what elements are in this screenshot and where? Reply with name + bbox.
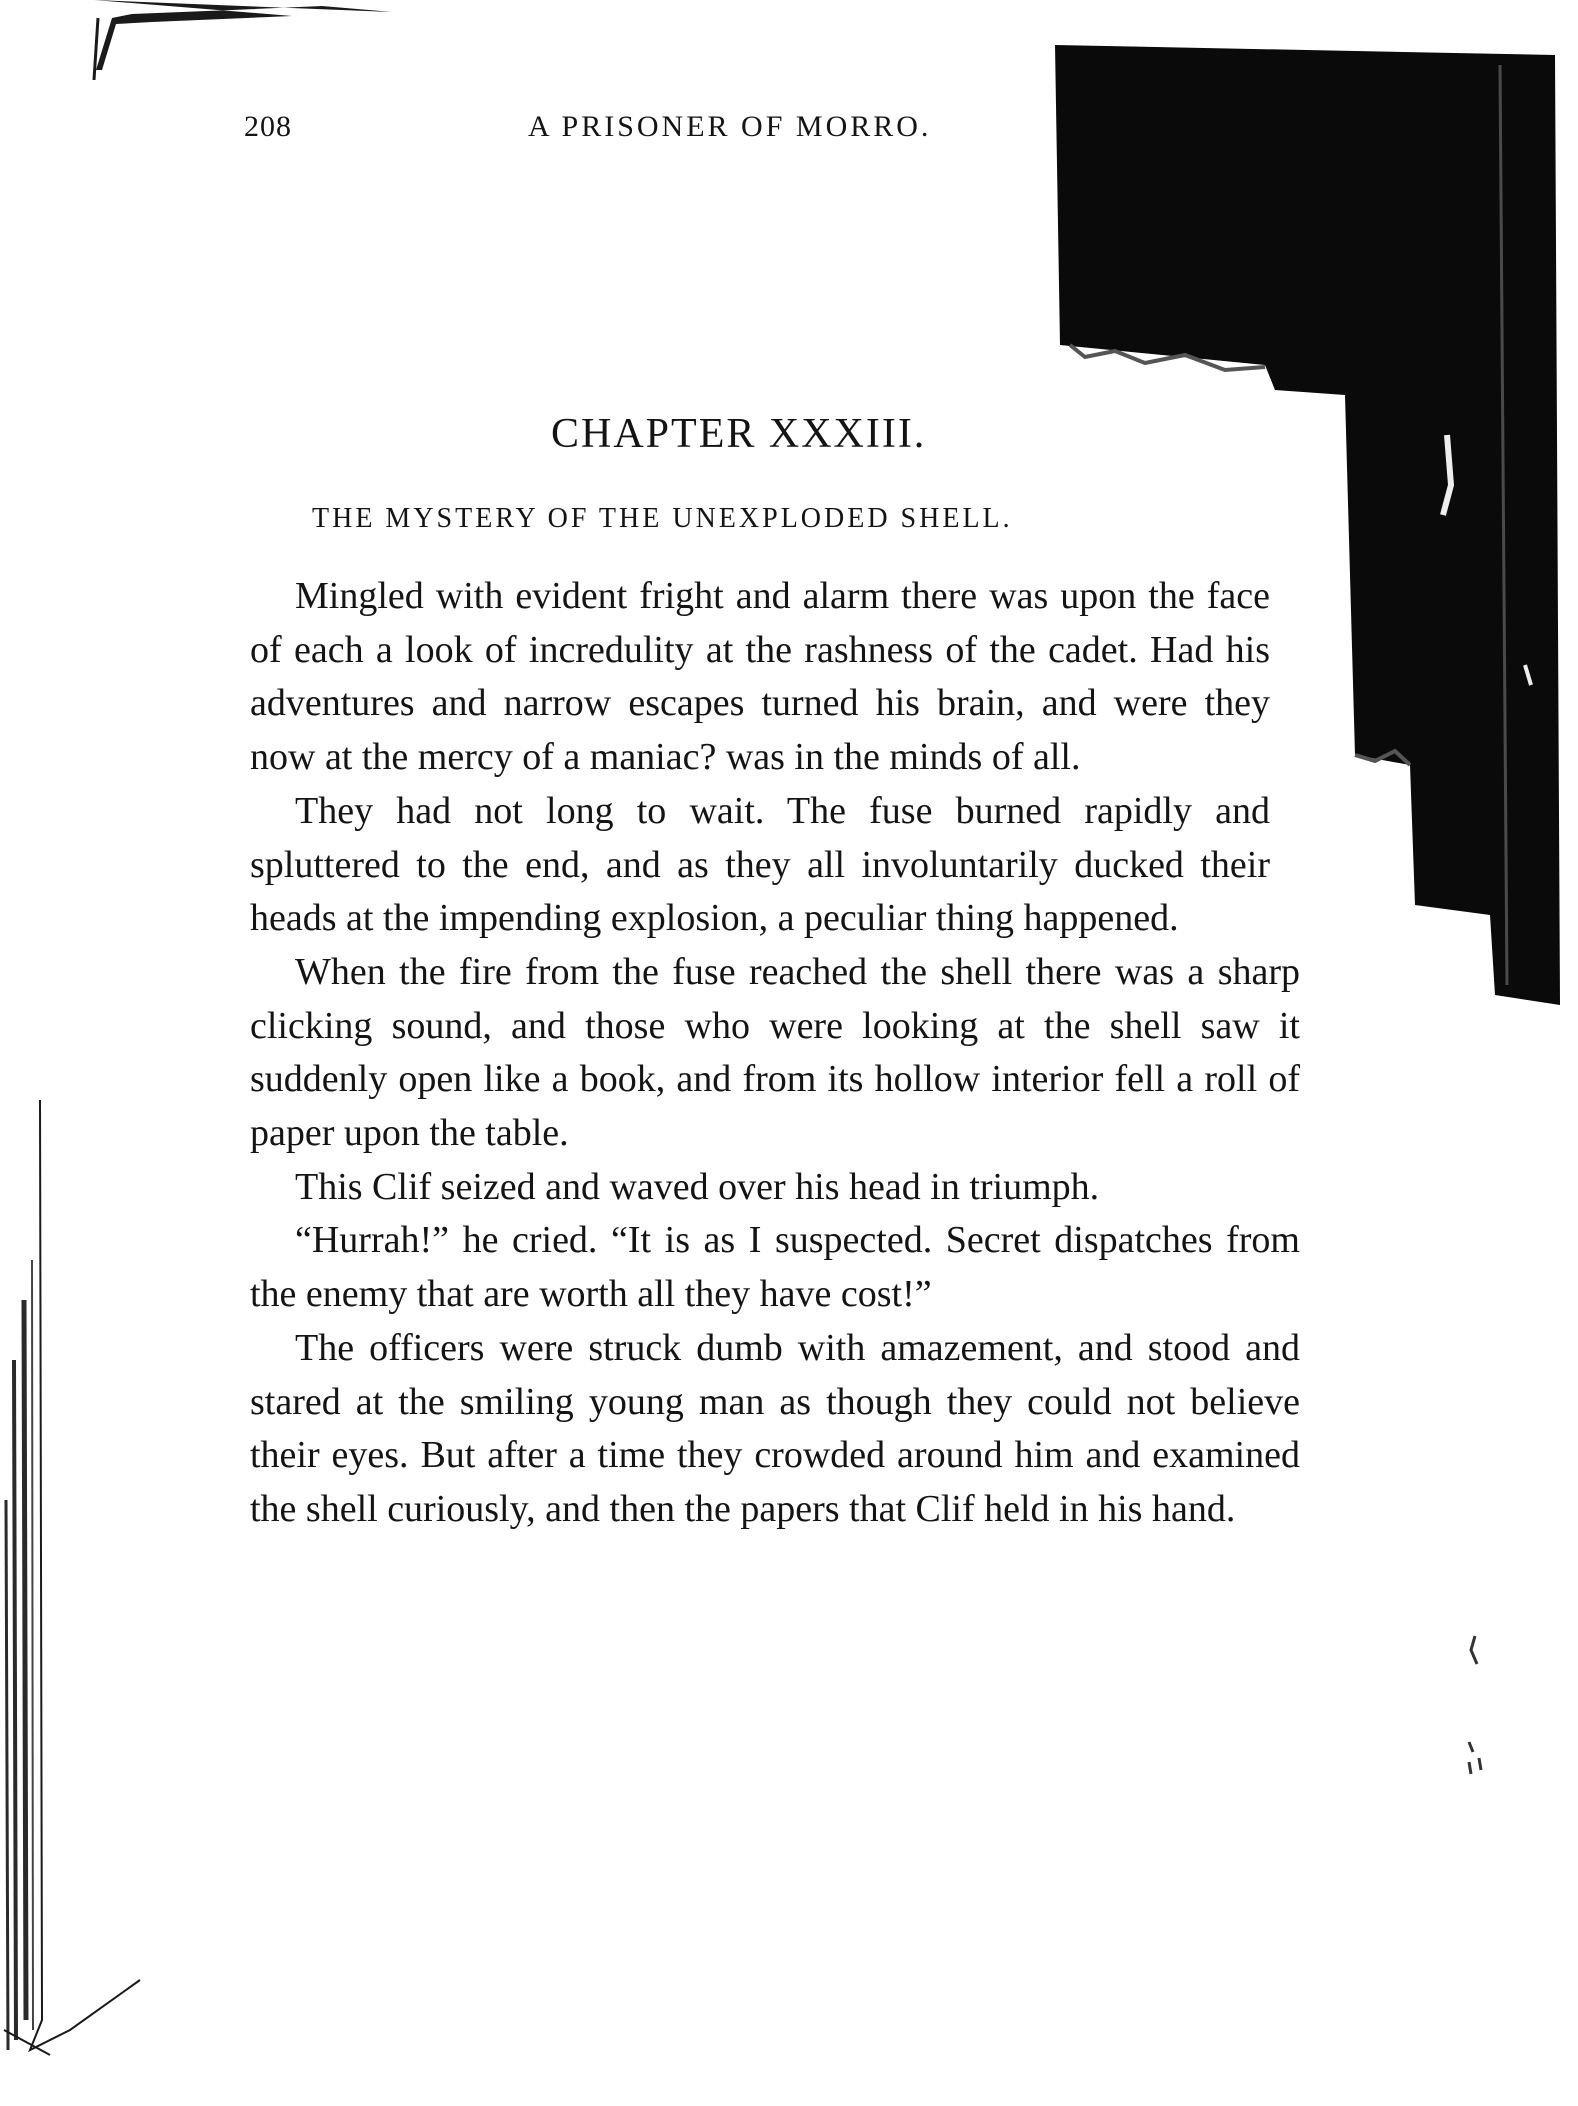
paragraph-6: The officers were struck dumb with amazement, and stood and stared at the smiling young man as though they could not believe their eyes. But after a time they crowded around him and examined the shell curiously, and then the papers that Clif held in his hand. <box>250 1326 1300 1530</box>
page-number: 208 <box>244 110 292 143</box>
body-text <box>250 570 1300 1537</box>
paragraph-5: “Hurrah!” he cried. “It is as I suspected. Secret dispatches from the enemy that are worth all they have cost!” <box>250 1219 1300 1316</box>
scan-margin-marks <box>1455 1630 1515 1810</box>
chapter-title: CHAPTER XXXIII. <box>551 411 927 457</box>
running-title: A PRISONER OF MORRO. <box>528 110 932 143</box>
paragraph-3: When the fire from the fuse reached the shell there was a sharp clicking sound, and those who were looking at the shell saw it suddenly open like a book, and from its hollow interior fell a roll of paper upon the table. <box>250 950 1300 1155</box>
paragraph-1: Mingled with evident fright and alarm there was upon the face of each a look of incredulity at the rashness of the cadet. Had his adventures and narrow escapes turned his brain, and were they now at the mercy of a maniac? was in the minds of all. <box>250 575 1270 779</box>
scan-corner-mark <box>92 0 402 80</box>
scan-binding-edge <box>0 1100 160 2060</box>
paragraph-2: They had not long to wait. The fuse burned rapidly and spluttered to the end, and as they all involuntarily ducked their heads at the impending explosion, a peculiar thing happened. <box>250 789 1270 940</box>
paragraph-4: This Clif seized and waved over his head in triumph. <box>295 1165 1100 1208</box>
chapter-subtitle: THE MYSTERY OF THE UNEXPLODED SHELL. <box>312 503 1013 534</box>
